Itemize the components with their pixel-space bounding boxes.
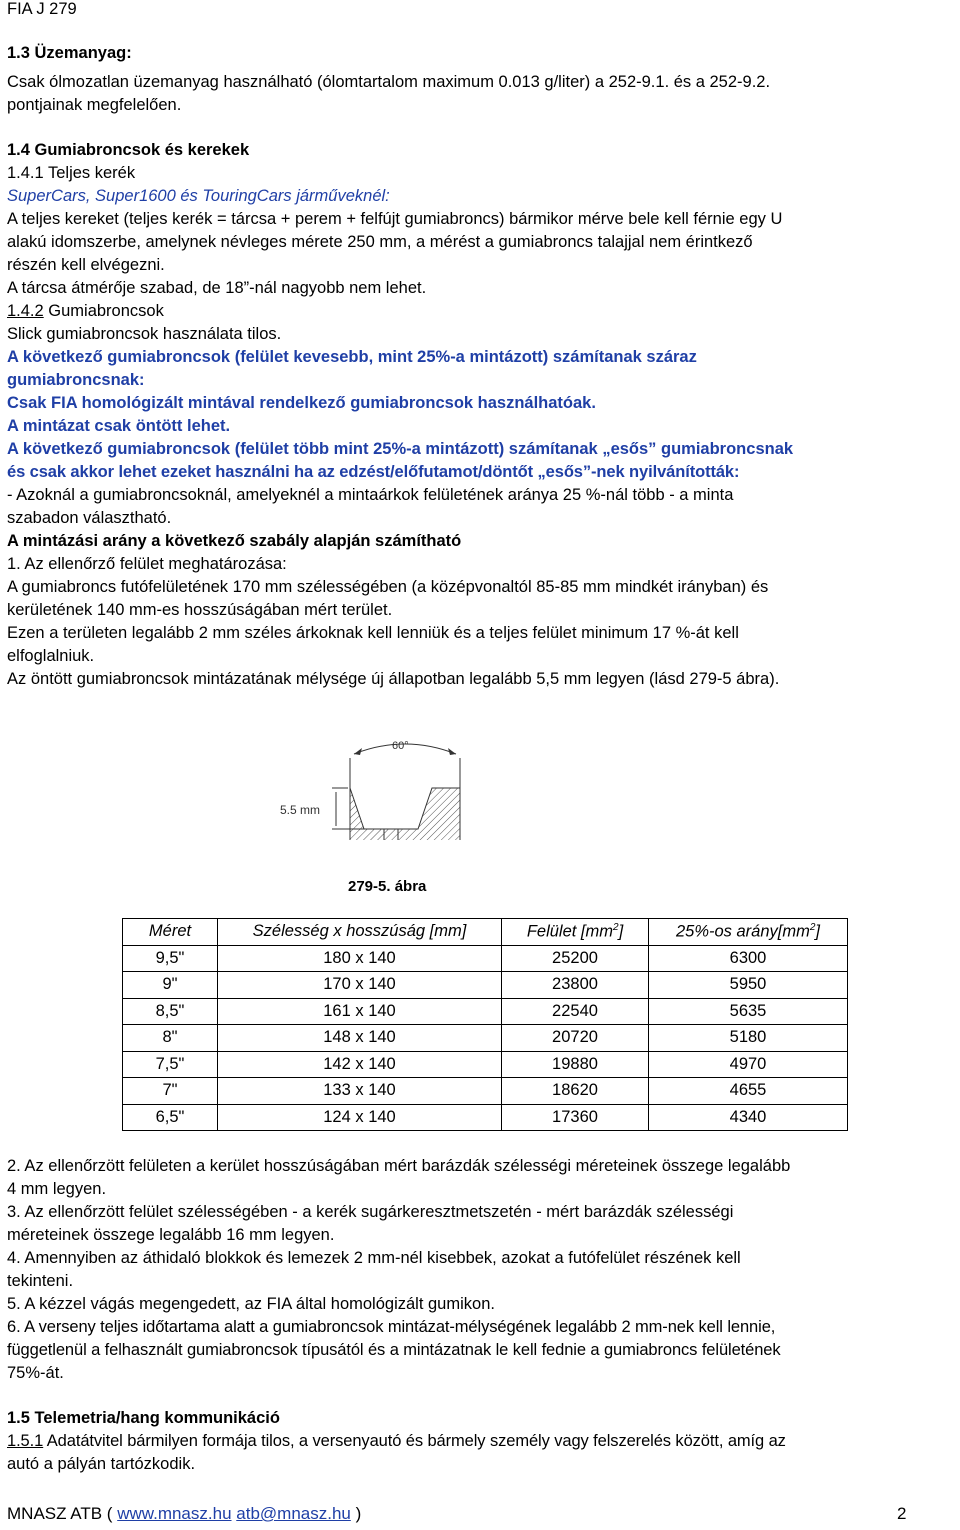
footer-email-link[interactable]: atb@mnasz.hu	[236, 1504, 351, 1523]
dry-tyre-text-line: Csak FIA homológizált mintával rendelkező gumiabroncsok használhatóak.	[7, 394, 596, 412]
table-row	[123, 1104, 848, 1131]
rule-4-line: 4. Amennyiben az áthidaló blokkok és lemezek 2 mm-nél kisebbek, azokat a futófelület részének kell	[7, 1249, 741, 1267]
table-cell: 17360	[502, 1104, 649, 1131]
table-cell: 4655	[649, 1078, 848, 1105]
footer-close: )	[350, 1504, 362, 1523]
wheel-text-line: alakú idomszerbe, amelynek névleges mérete 250 mm, a mérést a gumiabroncs talajjal nem érintkező	[7, 233, 753, 251]
rule-text-line: Ezen a területen legalább 2 mm széles árkoknak kell lenniük és a teljes felület minimum 17 %-át kell	[7, 624, 739, 642]
fuel-text-line: pontjainak megfelelően.	[7, 96, 182, 114]
groove-bottom	[384, 829, 398, 840]
section-1-5-title: 1.5 Telemetria/hang kommunikáció	[7, 1409, 280, 1427]
table-cell: 4970	[649, 1051, 848, 1078]
table-cell: 20720	[502, 1025, 649, 1052]
rule-text-line: Az öntött gumiabroncsok mintázatának mélysége új állapotban legalább 5,5 mm legyen (lásd 279-5 ábra).	[7, 670, 780, 688]
angle-label: 60°	[392, 740, 409, 752]
table-cell: 148 x 140	[218, 1025, 502, 1052]
table-cell: 133 x 140	[218, 1078, 502, 1105]
wet-tyre-text-line: és csak akkor lehet ezeket használni ha az edzést/előfutamot/döntőt „esős”-nek nyilvánították:	[7, 463, 740, 481]
figure-caption: 279-5. ábra	[348, 878, 427, 895]
table-cell: 5180	[649, 1025, 848, 1052]
right-rubber-block	[398, 788, 460, 840]
table-cell: 23800	[502, 972, 649, 999]
table-cell: 9"	[123, 972, 218, 999]
section-1-4-title: 1.4 Gumiabroncsok és kerekek	[7, 141, 250, 159]
rule-3-line: méreteinek összege legalább 16 mm legyen.	[7, 1226, 335, 1244]
table-cell: 19880	[502, 1051, 649, 1078]
rule-2-line: 4 mm legyen.	[7, 1180, 107, 1198]
table-cell: 8,5"	[123, 998, 218, 1025]
table-cell: 6300	[649, 945, 848, 972]
table-cell: 161 x 140	[218, 998, 502, 1025]
groove-diagram	[270, 728, 470, 840]
table-cell: 124 x 140	[218, 1104, 502, 1131]
table-header-row	[123, 919, 848, 946]
rule-6-line: függetlenül a felhasznált gumiabroncsok típusától és a mintázatnak le kell fednie a gumiabroncs felületének	[7, 1341, 781, 1359]
footer-website-link[interactable]: www.mnasz.hu	[117, 1504, 232, 1523]
section-1-3-title: 1.3 Üzemanyag:	[7, 44, 132, 62]
tyre-spec-table	[122, 918, 848, 1131]
dry-tyre-text-line: A mintázat csak öntött lehet.	[7, 417, 231, 435]
rule-3-line: 3. Az ellenőrzött felület szélességében - a kerék sugárkeresztmetszetén - mért barázdák szélességi	[7, 1203, 734, 1221]
table-cell: 4340	[649, 1104, 848, 1131]
table-cell: 142 x 140	[218, 1051, 502, 1078]
section-name: Gumiabroncsok	[43, 302, 164, 320]
table-row	[123, 998, 848, 1025]
document-code: FIA J 279	[7, 0, 77, 18]
telemetry-text-line: autó a pályán tartózkodik.	[7, 1455, 196, 1473]
table-cell: 22540	[502, 998, 649, 1025]
rule-text-line: kerületének 140 mm-es hosszúságában mért terület.	[7, 601, 393, 619]
table-cell: 5635	[649, 998, 848, 1025]
slick-ban-text: Slick gumiabroncsok használata tilos.	[7, 325, 282, 343]
rule-text-line: elfoglalniuk.	[7, 647, 95, 665]
section-number: 1.4.2	[7, 302, 44, 320]
wheel-text-line: A teljes kereket (teljes kerék = tárcsa + perem + felfújt gumiabroncs) bármikor mérve bele kell férnie egy U	[7, 210, 783, 228]
table-row	[123, 1051, 848, 1078]
col-size: Méret	[123, 919, 218, 946]
telemetry-text: Adatátvitel bármilyen formája tilos, a versenyautó és bármely személy vagy felszerelés között, amíg az	[43, 1432, 786, 1450]
table-cell: 7"	[123, 1078, 218, 1105]
pattern-text-line: szabadon választható.	[7, 509, 172, 527]
table-cell: 8"	[123, 1025, 218, 1052]
wheel-text-line: részén kell elvégezni.	[7, 256, 165, 274]
footer	[7, 1504, 361, 1524]
rule-text-line: 1. Az ellenőrző felület meghatározása:	[7, 555, 287, 573]
col-dimensions: Szélesség x hosszúság [mm]	[218, 919, 502, 946]
depth-label: 5.5 mm	[280, 803, 321, 817]
page-number: 2	[897, 1504, 907, 1523]
table-cell: 7,5"	[123, 1051, 218, 1078]
table-row	[123, 1078, 848, 1105]
rule-4-line: tekinteni.	[7, 1272, 74, 1290]
table-cell: 6,5"	[123, 1104, 218, 1131]
col-area: Felület $[mm^2]$	[502, 919, 649, 946]
col-ratio: 25%-os $arány[mm^2]$	[649, 919, 848, 946]
dry-tyre-text-line: A következő gumiabroncsok (felület kevesebb, mint 25%-a mintázott) számítanak száraz	[7, 348, 697, 366]
pattern-text-line: - Azoknál a gumiabroncsoknál, amelyeknél a mintaárkok felületének aránya 25 %-nál több - a minta	[7, 486, 734, 504]
table-cell: 170 x 140	[218, 972, 502, 999]
vehicle-classes: SuperCars, Super1600 és TouringCars járműveknél:	[7, 187, 390, 205]
rule-6-line: 75%-át.	[7, 1364, 64, 1382]
table-row	[123, 945, 848, 972]
telemetry-text-line	[7, 1432, 786, 1451]
table-row	[123, 972, 848, 999]
rule-2-line: 2. Az ellenőrzött felületen a kerület hosszúságában mért barázdák szélességi méreteinek összege legalább	[7, 1157, 791, 1175]
footer-org: MNASZ ATB (	[7, 1504, 118, 1523]
section-1-4-1-title: 1.4.1 Teljes kerék	[7, 164, 136, 182]
wet-tyre-text-line: A következő gumiabroncsok (felület több mint 25%-a mintázott) számítanak „esős” gumiabroncsnak	[7, 440, 794, 458]
table-cell: 180 x 140	[218, 945, 502, 972]
table-cell: 18620	[502, 1078, 649, 1105]
rule-5-line: 5. A kézzel vágás megengedett, az FIA által homológizált gumikon.	[7, 1295, 495, 1313]
fuel-text-line: Csak ólmozatlan üzemanyag használható (ólomtartalom maximum 0.013 g/liter) a 252-9.1. és a 252-9.2.	[7, 73, 771, 91]
rule-text-line: A gumiabroncs futófelületének 170 mm szélességében (a középvonaltól 85-85 mm mindkét irányban) és	[7, 578, 769, 596]
section-number: 1.5.1	[7, 1432, 44, 1450]
table-cell: 25200	[502, 945, 649, 972]
rule-title: A mintázási arány a következő szabály alapján számítható	[7, 532, 462, 550]
rule-6-line: 6. A verseny teljes időtartama alatt a gumiabroncsok mintázat-mélységének legalább 2 mm-nek kell lennie,	[7, 1318, 776, 1336]
table-cell: 9,5"	[123, 945, 218, 972]
rim-diameter-text: A tárcsa átmérője szabad, de 18”-nál nagyobb nem lehet.	[7, 279, 427, 297]
table-cell: 5950	[649, 972, 848, 999]
table-row	[123, 1025, 848, 1052]
section-1-4-2-title	[7, 302, 164, 321]
dry-tyre-text-line: gumiabroncsnak:	[7, 371, 145, 389]
